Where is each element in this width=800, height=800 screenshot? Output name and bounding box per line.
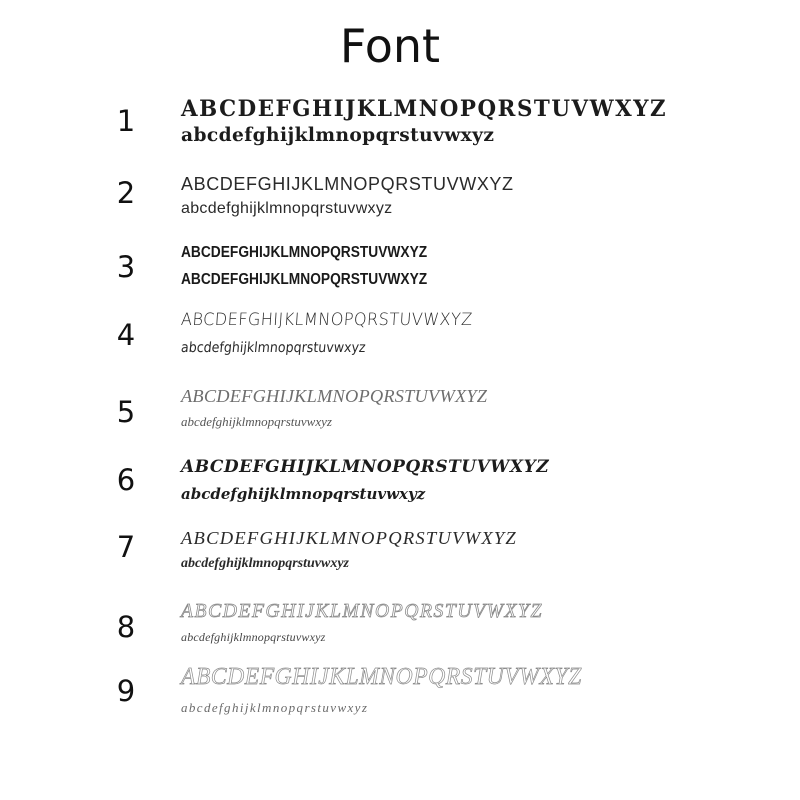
lowercase-sample: abcdefghijklmnopqrstuvwxyz — [180, 340, 367, 356]
uppercase-sample: ABCDEFGHIJKLMNOPQRSTUVWXYZ — [181, 664, 582, 690]
font-number: 6 — [116, 463, 136, 497]
font-number: 9 — [116, 674, 136, 708]
lowercase-sample: abcdefghijklmnopqrstuvwxyz — [181, 124, 495, 146]
lowercase-sample: abcdefghijklmnopqrstuvwxyz — [181, 414, 332, 429]
lowercase-sample: ABCDEFGHIJKLMNOPQRSTUVWXYZ — [181, 271, 428, 288]
uppercase-sample: ABCDEFGHIJKLMNOPQRSTUVWXYZ — [181, 174, 514, 194]
font-number: 4 — [116, 318, 136, 352]
page-title: Font — [339, 19, 441, 73]
uppercase-sample: ABCDEFGHIJKLMNOPQRSTUVWXYZ — [181, 244, 428, 261]
font-number: 7 — [116, 530, 136, 564]
uppercase-sample: ABCDEFGHIJKLMNOPQRSTUVWXYZ — [181, 457, 550, 477]
font-number: 8 — [116, 610, 136, 644]
uppercase-sample: ABCDEFGHIJKLMNOPQRSTUVWXYZ — [180, 310, 474, 330]
font-number: 2 — [116, 176, 136, 210]
lowercase-sample: abcdefghijklmnopqrstuvwxyz — [181, 485, 426, 503]
font-number: 3 — [116, 250, 136, 284]
lowercase-sample: abcdefghijklmnopqrstuvwxyz — [181, 700, 369, 715]
font-number: 1 — [116, 104, 136, 138]
lowercase-sample: abcdefghijklmnopqrstuvwxyz — [181, 630, 326, 644]
lowercase-sample: abcdefghijklmnopqrstuvwxyz — [181, 200, 393, 217]
lowercase-sample: abcdefghijklmnopqrstuvwxyz — [181, 556, 350, 571]
uppercase-sample: ABCDEFGHIJKLMNOPQRSTUVWXYZ — [181, 600, 543, 622]
uppercase-sample: ABCDEFGHIJKLMNOPQRSTUVWXYZ — [181, 96, 668, 122]
font-number: 5 — [116, 395, 136, 429]
uppercase-sample: ABCDEFGHIJKLMNOPQRSTUVWXYZ — [181, 386, 488, 406]
uppercase-sample: ABCDEFGHIJKLMNOPQRSTUVWXYZ — [181, 528, 517, 548]
